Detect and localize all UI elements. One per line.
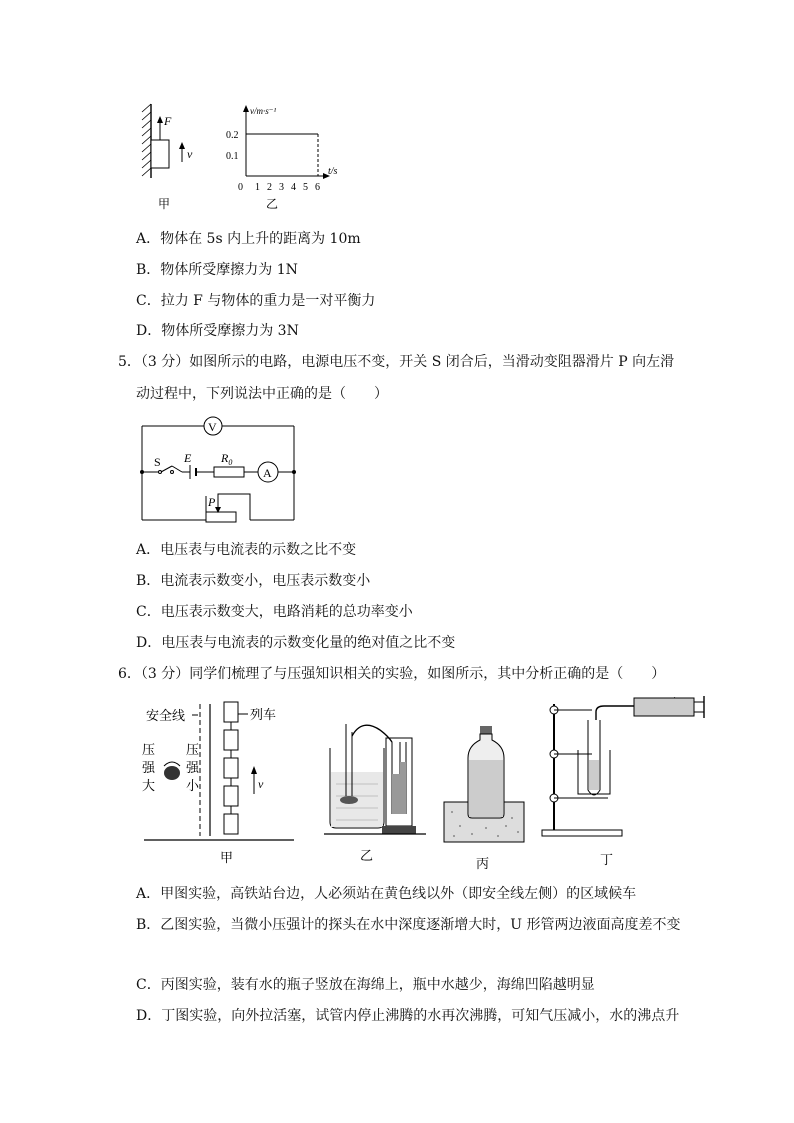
q4-option-b: B．物体所受摩擦力为 1N: [136, 262, 298, 278]
x-tick-label: 6: [315, 182, 320, 193]
x-tick-label: 1: [255, 182, 260, 193]
svg-text:小: 小: [186, 778, 200, 793]
q6-option-b: B．乙图实验，当微小压强计的探头在水中深度逐渐增大时，U 形管两边液面高度差不变: [136, 917, 681, 933]
x-tick-label: 0: [238, 182, 243, 193]
force-label: F: [164, 114, 172, 128]
q6-figure-ding: [538, 690, 714, 870]
q6-figure-bing: [442, 722, 530, 874]
svg-text:S: S: [154, 455, 161, 469]
q6-option-d: D．丁图实验，向外拉活塞，试管内停止沸腾的水再次沸腾，可知气压减小，水的沸点升: [136, 1008, 680, 1024]
q5-stem-line2: 动过程中，下列说法中正确的是（ ）: [136, 386, 388, 402]
rheostat: [206, 512, 236, 522]
q5-option-d: D．电压表与电流表的示数变化量的绝对值之比不变: [136, 635, 456, 651]
y-tick-label: 0.1: [226, 151, 239, 162]
svg-text:A: A: [263, 466, 272, 480]
svg-text:大: 大: [142, 778, 156, 793]
svg-text:乙: 乙: [360, 848, 374, 863]
svg-text:压: 压: [142, 742, 156, 757]
q6-stem: 6．（3 分）同学们梳理了与压强知识相关的实验，如图所示，其中分析正确的是（ ）: [118, 666, 666, 682]
q4-figure-jia: [136, 100, 206, 212]
y-tick-label: 0.2: [226, 130, 239, 141]
svg-text:甲: 甲: [220, 850, 234, 865]
y-axis-label: v/m·s⁻¹: [250, 106, 277, 116]
x-tick-label: 3: [279, 182, 284, 193]
q5-option-c: C．电压表示数变大，电路消耗的总功率变小: [136, 604, 413, 620]
svg-text:强: 强: [186, 760, 200, 775]
block: [151, 140, 169, 168]
x-axis-label: t/s: [328, 166, 338, 177]
svg-text:安全线: 安全线: [146, 708, 186, 723]
x-tick-label: 5: [303, 182, 308, 193]
q5-option-a: A．电压表与电流表的示数之比不变: [136, 542, 357, 558]
x-tick-label: 4: [291, 182, 296, 193]
svg-text:P: P: [208, 495, 216, 509]
caption-jia: 甲: [158, 197, 171, 211]
velocity-label: v: [187, 147, 193, 161]
q4-chart-yi: [226, 96, 356, 214]
q6-option-a: A．甲图实验，高铁站台边，人必须站在黄色线以外（即安全线左侧）的区域候车: [136, 886, 637, 902]
q6-figure-yi: [322, 712, 432, 866]
q4-option-c: C．拉力 F 与物体的重力是一对平衡力: [136, 293, 376, 309]
caption-yi: 乙: [266, 197, 279, 211]
svg-text:丁: 丁: [600, 852, 614, 867]
q5-circuit-diagram: [136, 414, 306, 526]
q6-figure-jia: [140, 696, 298, 870]
svg-text:E: E: [184, 451, 192, 465]
svg-text:压: 压: [186, 742, 200, 757]
svg-text:列车: 列车: [250, 707, 277, 722]
q6-option-c: C．丙图实验，装有水的瓶子竖放在海绵上，瓶中水越少，海绵凹陷越明显: [136, 977, 595, 993]
q4-option-a: A．物体在 5s 内上升的距离为 10m: [136, 231, 361, 247]
q4-option-d: D．物体所受摩擦力为 3N: [136, 323, 299, 339]
svg-text:v: v: [258, 777, 264, 791]
svg-text:V: V: [208, 420, 217, 434]
svg-text:强: 强: [142, 760, 156, 775]
svg-text:R0: $R_0$: [221, 451, 233, 467]
person: [164, 766, 180, 780]
x-tick-label: 2: [267, 182, 272, 193]
svg-text:丙: 丙: [476, 856, 490, 871]
q5-stem-line1: 5．（3 分）如图所示的电路，电源电压不变，开关 S 闭合后，当滑动变阻器滑片 P 向左滑: [118, 354, 675, 370]
q5-option-b: B．电流表示数变小，电压表示数变小: [136, 573, 371, 589]
resistor-r0: [214, 467, 244, 477]
